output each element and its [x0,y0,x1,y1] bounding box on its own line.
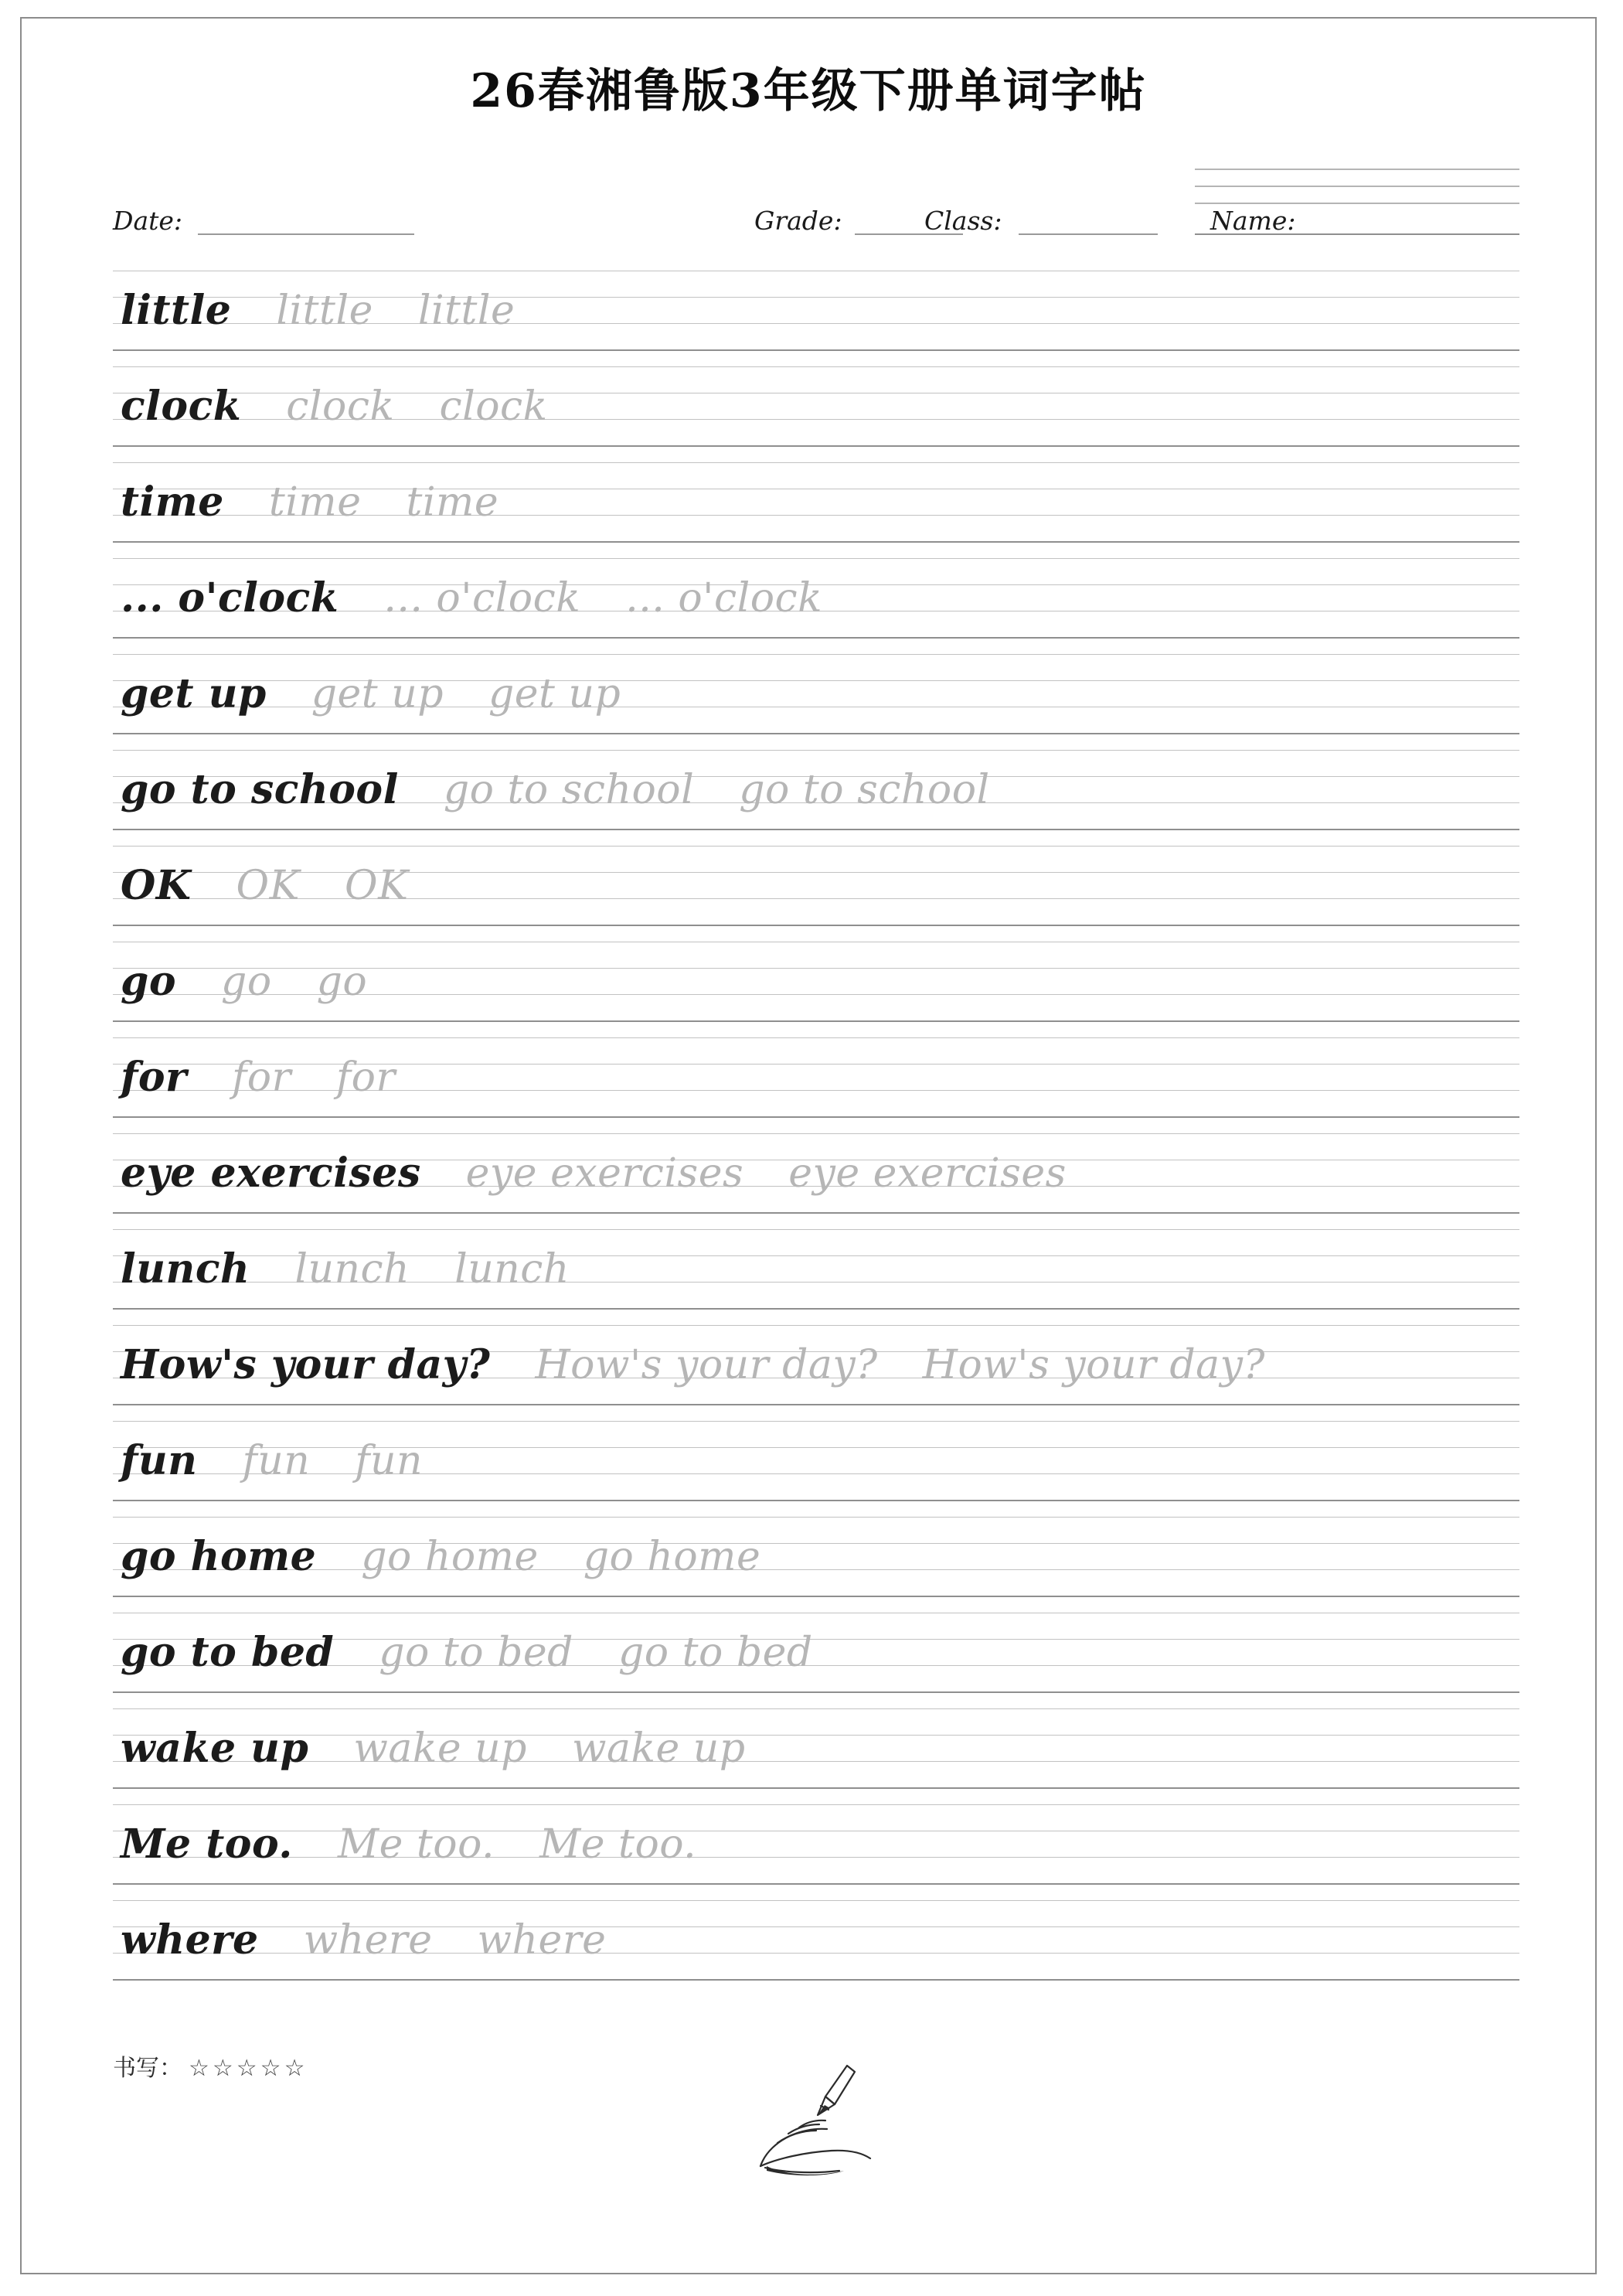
practice-row[interactable] [113,1701,1519,1797]
practice-word-set [121,1041,396,1118]
practice-word-trace: lunch [294,1246,410,1293]
practice-row[interactable] [113,455,1519,550]
practice-word-set [121,1424,423,1501]
practice-word-trace: time [268,479,362,526]
practice-row[interactable] [113,263,1519,359]
practice-row[interactable] [113,550,1519,646]
practice-row[interactable] [113,1605,1519,1701]
practice-word-set [121,1712,746,1789]
practice-word-trace: clock [286,383,395,430]
practice-word-set [121,1903,606,1981]
practice-word-trace: little [417,288,515,334]
staff-rule [113,1708,1519,1709]
practice-word-model: fun [121,1437,198,1484]
practice-word-trace: fun [355,1438,423,1484]
staff-rule [113,1133,1519,1134]
practice-word-model: eye exercises [121,1150,421,1197]
practice-word-trace: go to school [739,767,990,813]
practice-word-model: clock [121,383,242,430]
practice-row[interactable] [113,934,1519,1030]
practice-word-set [121,1520,760,1597]
practice-word-model: go home [121,1533,317,1580]
practice-row[interactable] [113,1413,1519,1509]
practice-word-trace: little [276,288,373,334]
practice-word-model: little [121,287,232,334]
practice-word-set [121,945,367,1022]
practice-row[interactable] [113,1317,1519,1413]
practice-word-set [121,1136,1067,1214]
practice-word-trace: lunch [454,1246,570,1293]
practice-word-trace: How's your day? [535,1342,878,1388]
practice-word-set [121,561,822,639]
practice-word-model: Me too. [121,1821,293,1868]
practice-word-trace: eye exercises [465,1150,744,1197]
staff-rule [113,1900,1519,1901]
practice-word-trace: go to bed [618,1630,813,1676]
practice-word-trace: get up [488,671,621,717]
practice-word-set [121,1328,1265,1405]
practice-word-model: time [121,479,224,526]
practice-lines [113,263,1519,1988]
practice-word-trace: OK [344,863,409,909]
staff-rule [113,366,1519,367]
practice-word-model: lunch [121,1245,250,1293]
practice-word-trace: go to bed [379,1630,573,1676]
name-label: Name: [1210,206,1296,236]
footer [113,2035,1519,2182]
practice-word-model: go to school [121,766,399,813]
practice-row[interactable] [113,1221,1519,1317]
staff-rule [113,1421,1519,1422]
practice-word-trace: go to school [443,767,695,813]
practice-row[interactable] [113,646,1519,742]
staff-rule [113,462,1519,463]
rating-stars[interactable]: ☆☆☆☆☆ [189,2055,308,2082]
practice-word-model: where [121,1916,259,1964]
practice-word-trace: go home [583,1534,761,1580]
practice-row[interactable] [113,1509,1519,1605]
practice-word-trace: go home [361,1534,539,1580]
staff-rule [113,1325,1519,1326]
practice-word-trace: where [303,1917,433,1964]
name-input[interactable] [1195,169,1519,240]
staff-rule [113,1037,1519,1038]
practice-word-trace: wake up [571,1725,746,1772]
practice-word-set [121,657,621,734]
practice-word-model: wake up [121,1725,309,1772]
practice-word-set [121,1807,696,1885]
rating-label: 书写： [113,2055,182,2082]
practice-word-trace: How's your day? [922,1342,1265,1388]
staff-rule [113,1229,1519,1230]
practice-word-model: for [121,1054,187,1101]
handwriting-rating[interactable] [113,2049,308,2083]
practice-word-set [121,1232,570,1310]
practice-row[interactable] [113,1892,1519,1988]
practice-word-trace: for [231,1054,291,1101]
worksheet-sheet [20,17,1597,2274]
practice-word-trace: go [221,959,272,1005]
practice-word-set [121,370,548,447]
page-title: 26春湘鲁版3年级下册单词字帖 [470,64,1147,118]
class-label: Class: [924,206,1002,236]
practice-word-model: go to bed [121,1629,335,1676]
staff-rule [113,846,1519,847]
practice-row[interactable] [113,838,1519,934]
header-fields [113,169,1519,254]
practice-word-set [121,849,408,926]
practice-row[interactable] [113,1030,1519,1126]
practice-word-trace: ... o'clock [625,575,823,622]
hand-writing-pen-icon [731,2050,901,2182]
practice-word-trace: fun [242,1438,311,1484]
staff-rule [113,1517,1519,1518]
grade-label: Grade: [754,206,842,236]
practice-word-trace: eye exercises [788,1150,1067,1197]
practice-word-trace: clock [439,383,548,430]
staff-rule [113,654,1519,655]
practice-word-set [121,274,515,351]
practice-word-trace: Me too. [337,1821,495,1868]
practice-word-trace: for [335,1054,396,1101]
staff-rule [113,750,1519,751]
practice-row[interactable] [113,359,1519,455]
staff-rule [113,558,1519,559]
date-input[interactable] [198,233,414,235]
practice-word-trace: Me too. [539,1821,697,1868]
practice-word-set [121,465,498,543]
practice-row[interactable] [113,1797,1519,1892]
practice-word-trace: get up [311,671,444,717]
practice-word-trace: ... o'clock [383,575,581,622]
practice-word-set [121,753,990,830]
practice-word-trace: time [406,479,499,526]
practice-word-model: OK [121,862,192,909]
practice-word-set [121,1616,813,1693]
class-input[interactable] [1019,233,1158,235]
practice-row[interactable] [113,742,1519,838]
practice-word-trace: OK [236,863,300,909]
practice-word-model: go [121,958,177,1005]
practice-word-trace: wake up [353,1725,527,1772]
date-label: Date: [113,206,183,236]
staff-rule [113,1804,1519,1805]
practice-word-trace: go [316,959,368,1005]
practice-word-trace: where [477,1917,607,1964]
practice-word-model: get up [121,670,267,717]
practice-row[interactable] [113,1126,1519,1221]
practice-word-model: How's your day? [121,1341,491,1388]
practice-word-model: ... o'clock [121,574,339,622]
